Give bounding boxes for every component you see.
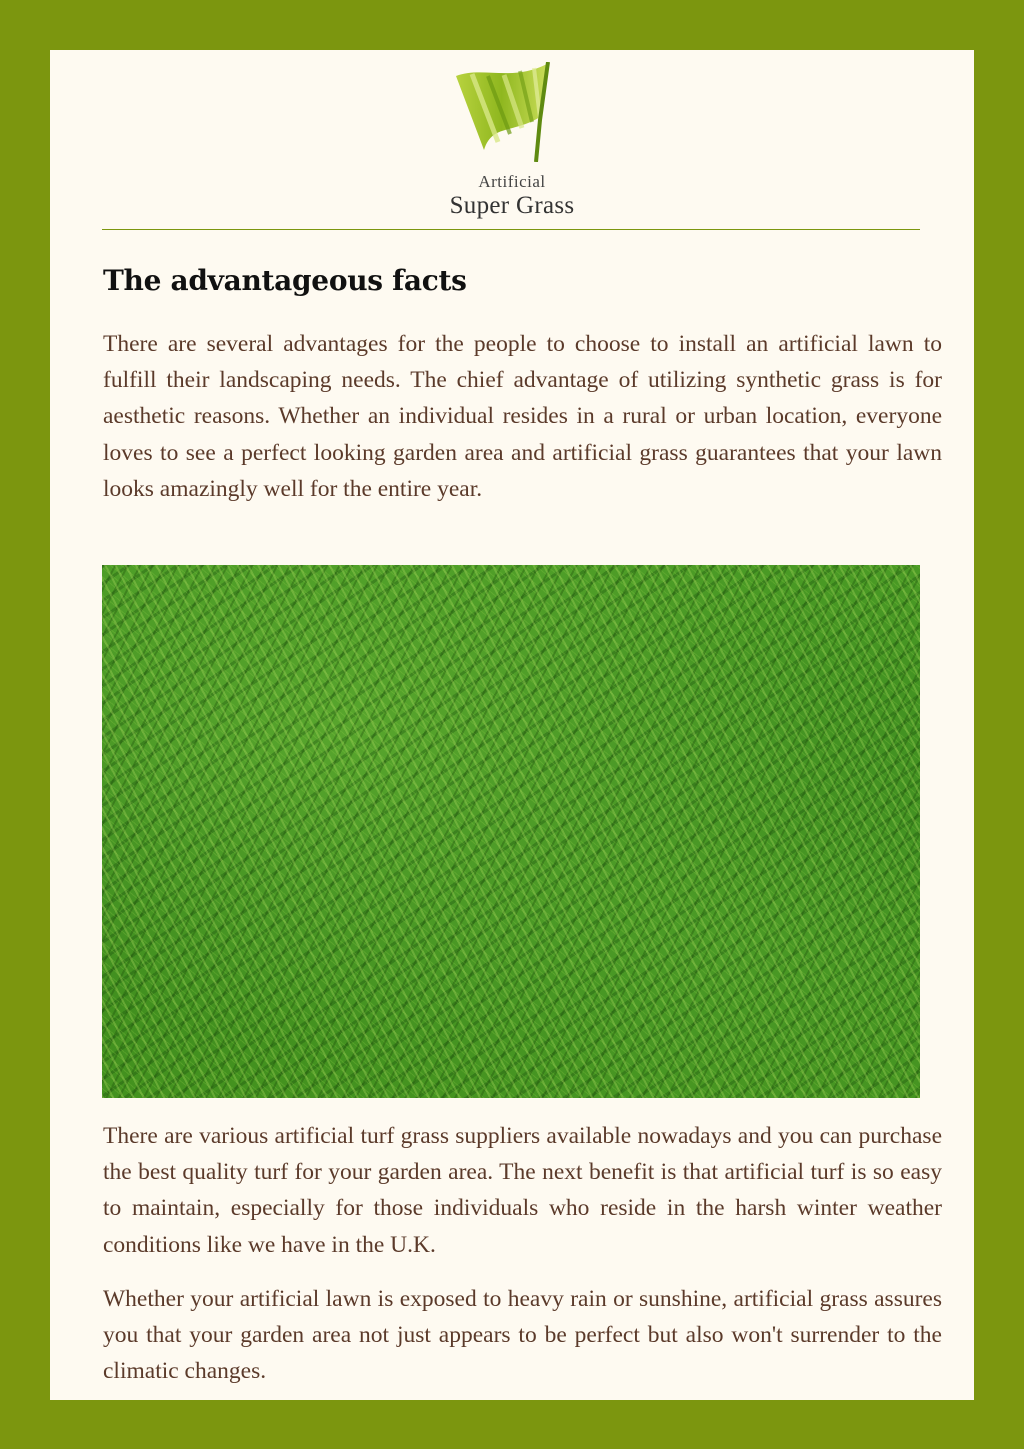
- section-heading: The advantageous facts: [103, 264, 467, 297]
- document-page: [50, 50, 974, 1400]
- artificial-grass-photo: [102, 565, 920, 1098]
- paragraph-intro: There are several advantages for the people to choose to install an artificial lawn to fulfill their landscaping needs. The chief advantage of utilizing synthetic grass is for aesthetic reasons. Whether an individual resides in a rural or urban location, everyone loves to see a perfect looking garden area and artificial grass guarantees that your lawn looks amazingly well for the entire year.: [103, 331, 942, 502]
- brand-logo: [50, 62, 974, 222]
- paragraph-weather: Whether your artificial lawn is exposed to heavy rain or sunshine, artificial grass assures you that your garden area not just appears to be perfect but also won't surrender to the climatic changes.: [103, 1286, 942, 1385]
- header-divider: [102, 229, 920, 230]
- flag-icon: [452, 62, 572, 162]
- logo-text-line1: Artificial: [478, 172, 546, 191]
- logo-text-line2: Super Grass: [449, 192, 575, 219]
- paragraph-suppliers: There are various artificial turf grass suppliers available nowadays and you can purchase the best quality turf for your garden area. The next benefit is that artificial turf is so easy to maintain, especially for those individuals who reside in the harsh winter weather conditions like we have in the U.K.: [103, 1123, 942, 1258]
